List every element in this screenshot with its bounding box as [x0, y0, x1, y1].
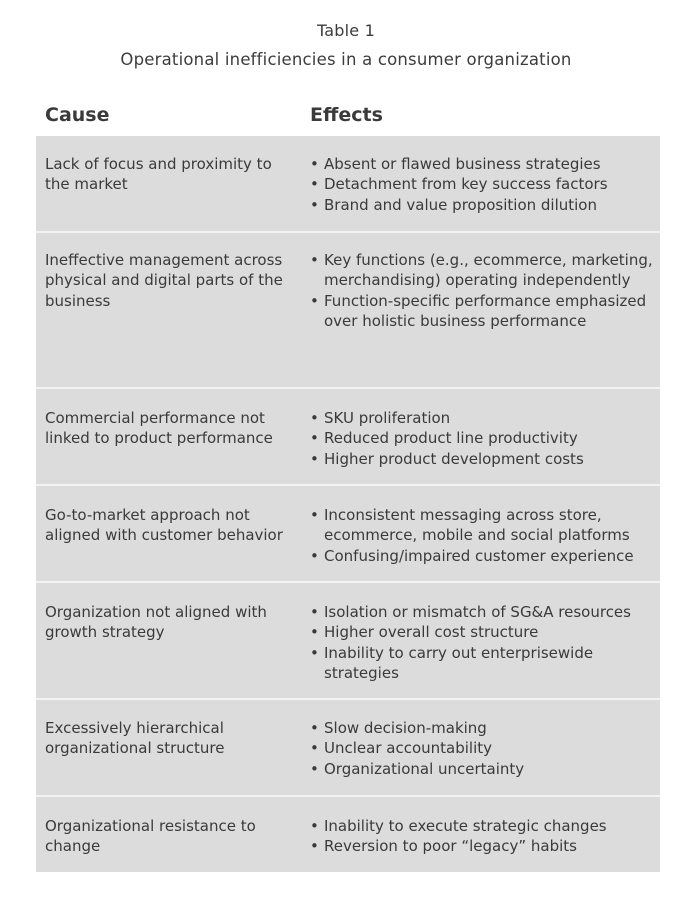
effect-item: • Key functions (e.g., ecommerce, marketing, merchandising) operating independently	[310, 250, 660, 291]
effects-list	[310, 602, 660, 684]
cause-cell: Go-to-market approach not aligned with customer behavior	[45, 506, 283, 545]
column-header-cause: Cause	[45, 104, 110, 126]
table-caption-title: Operational inefficiencies in a consumer organization	[120, 50, 572, 69]
table-row	[36, 700, 660, 797]
effects-list	[310, 505, 660, 566]
table-caption-number: Table 1	[316, 21, 376, 40]
cause-cell: Lack of focus and proximity to the market	[45, 155, 272, 194]
effect-item: • Detachment from key success factors	[310, 174, 660, 194]
table-row	[36, 389, 660, 486]
effect-item: • Reduced product line productivity	[310, 428, 660, 448]
table-row	[36, 233, 660, 389]
effect-item: • Function-specific performance emphasized over holistic business performance	[310, 291, 660, 332]
effect-item: • Organizational uncertainty	[310, 759, 660, 779]
cause-cell: Ineffective management across physical and digital parts of the business	[45, 251, 283, 310]
effect-item: • Unclear accountability	[310, 738, 660, 758]
effect-item: • Higher product development costs	[310, 449, 660, 469]
cause-cell: Commercial performance not linked to product performance	[45, 409, 273, 448]
effect-item: • Inconsistent messaging across store, ecommerce, mobile and social platforms	[310, 505, 660, 546]
effect-item: • Inability to carry out enterprisewide strategies	[310, 643, 660, 684]
cause-cell: Organization not aligned with growth strategy	[45, 603, 267, 642]
effects-list	[310, 718, 660, 779]
effects-list	[310, 408, 660, 469]
table-row	[36, 583, 660, 700]
effect-item: • Absent or flawed business strategies	[310, 154, 660, 174]
effect-item: • Inability to execute strategic changes	[310, 816, 660, 836]
effect-item: • Brand and value proposition dilution	[310, 195, 660, 215]
cause-cell: Organizational resistance to change	[45, 817, 256, 856]
effect-item: • Reversion to poor “legacy” habits	[310, 836, 660, 856]
table-row	[36, 797, 660, 872]
effect-item: • SKU proliferation	[310, 408, 660, 428]
inefficiencies-table	[36, 136, 660, 872]
cause-cell: Excessively hierarchical organizational structure	[45, 719, 225, 758]
effects-list	[310, 250, 660, 332]
effect-item: • Confusing/impaired customer experience	[310, 546, 660, 566]
table-row	[36, 136, 660, 233]
effect-item: • Isolation or mismatch of SG&A resources	[310, 602, 660, 622]
table-row	[36, 486, 660, 583]
effects-list	[310, 816, 660, 857]
column-header-effects: Effects	[310, 104, 383, 126]
effects-list	[310, 154, 660, 215]
effect-item: • Higher overall cost structure	[310, 622, 660, 642]
effect-item: • Slow decision-making	[310, 718, 660, 738]
